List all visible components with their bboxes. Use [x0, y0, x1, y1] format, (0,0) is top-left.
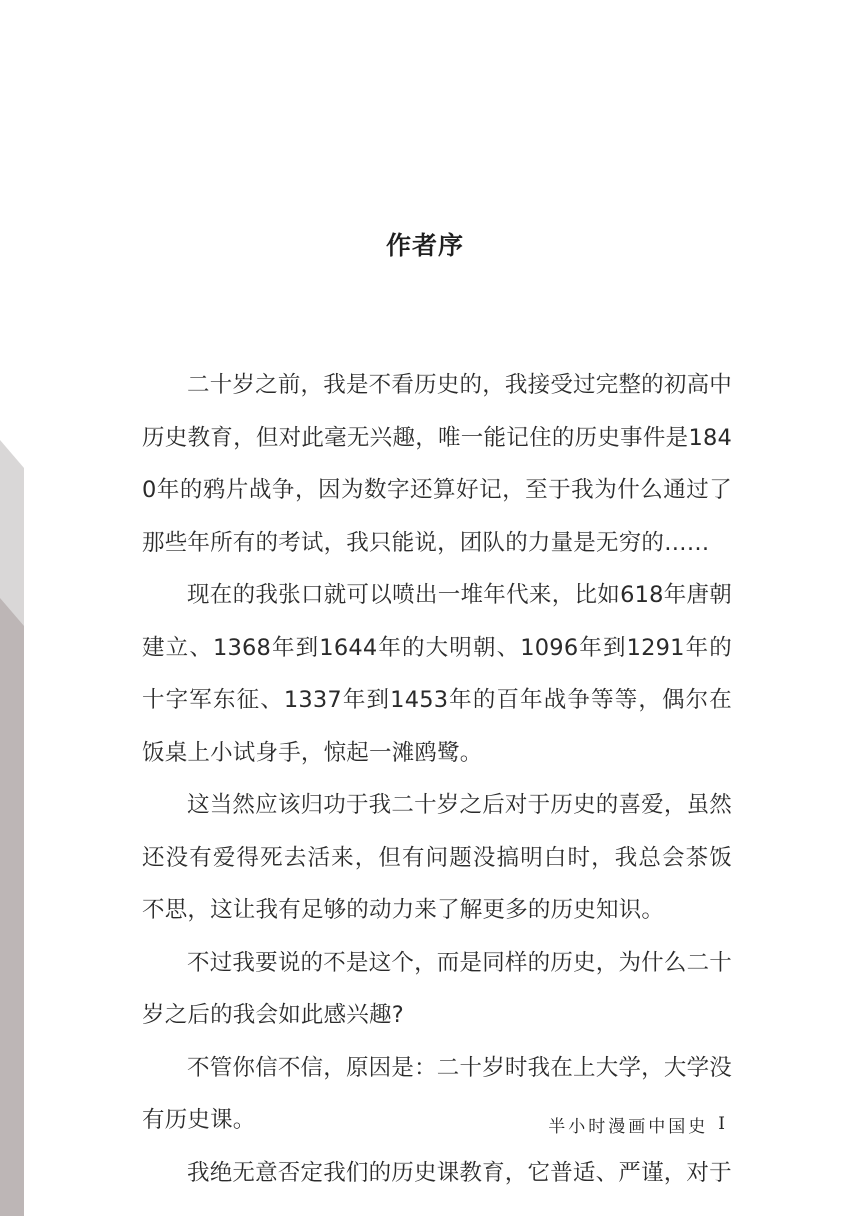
- paragraph: 不管你信不信，原因是：二十岁时我在上大学，大学没有历史课。: [142, 1054, 732, 1133]
- paragraph: 不过我要说的不是这个，而是同样的历史，为什么二十岁之后的我会如此感兴趣?: [142, 949, 732, 1028]
- page-edge-decoration: [0, 0, 24, 1216]
- page-footer: [540, 1110, 725, 1138]
- paragraph: 二十岁之前，我是不看历史的，我接受过完整的初高中历史教育，但对此毫无兴趣，唯一能记住的历史事件是1840年的鸦片战争，因为数字还算好记，至于我为什么通过了那些年所有的考试，我只能说，团队的力量是无穷的……: [142, 372, 732, 556]
- paragraph: 这当然应该归功于我二十岁之后对于历史的喜爱，虽然还没有爱得死去活来，但有问题没搞明白时，我总会茶饭不思，这让我有足够的动力来了解更多的历史知识。: [142, 792, 732, 923]
- paragraph: 我绝无意否定我们的历史课教育，它普适、严谨，对于: [187, 1159, 732, 1186]
- preface-body: [142, 359, 732, 1199]
- page-title: 作者序: [385, 231, 464, 260]
- paragraph: 现在的我张口就可以喷出一堆年代来，比如618年唐朝建立、1368年到1644年的大明朝、1096年到1291年的十字军东征、1337年到1453年的百年战争等等，偶尔在饭桌上小试身手，惊起一滩鸥鹭。: [142, 582, 732, 766]
- page-number: I: [718, 1114, 725, 1134]
- footer-book-title: 半小时漫画中国史: [548, 1116, 709, 1137]
